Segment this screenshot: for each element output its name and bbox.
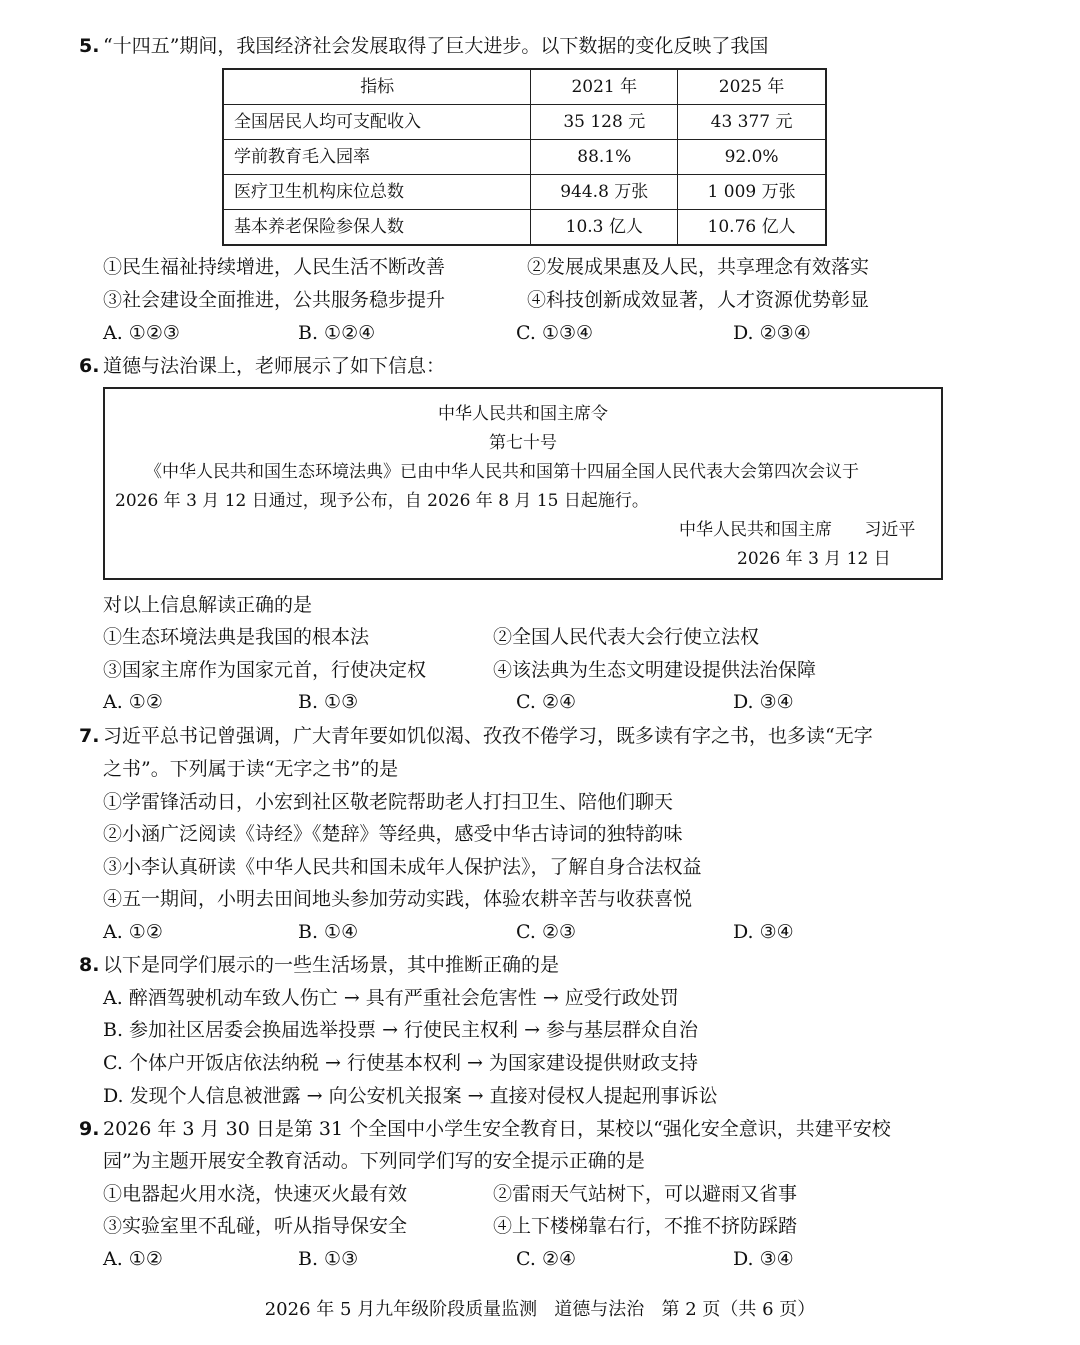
q7-statement-1: ①学雷锋活动日，小宏到社区敬老院帮助老人打扫卫生、陪他们聊天 [103,791,674,813]
q6-statement-1: ①生态环境法典是我国的根本法 [103,626,370,648]
q9-option-d: D. ③④ [733,1248,794,1270]
q7-option-c: C. ②③ [516,921,577,943]
table-row [223,175,826,210]
q5-option-a: A. ①②③ [103,322,180,344]
q5-option-b: B. ①②④ [298,322,376,344]
q9-statement-1: ①电器起火用水浇，快速灭火最有效 [103,1183,408,1205]
decree-number: 第七十号 [489,433,557,453]
question-5-number: 5. [79,35,100,57]
table-cell: 35 128 元 [531,105,678,140]
table-cell: 944.8 万张 [531,175,678,210]
q8-option-b: B. 参加社区居委会换届选举投票 → 行使民主权利 → 参与基层群众自治 [103,1019,699,1041]
q8-option-d: D. 发现个人信息被泄露 → 向公安机关报案 → 直接对侵权人提起刑事诉讼 [103,1085,718,1107]
q5-option-d: D. ②③④ [733,322,811,344]
q9-statement-4: ④上下楼梯靠右行，不推不挤防踩踏 [493,1215,798,1237]
question-9-number: 9. [79,1118,100,1140]
q5-statement-4: ④科技创新成效显著，人才资源优势彰显 [527,289,870,311]
q5-option-c: C. ①③④ [516,322,594,344]
q5-statement-2: ②发展成果惠及人民，共享理念有效落实 [527,256,870,278]
q9-statement-3: ③实验室里不乱碰，听从指导保安全 [103,1215,408,1237]
q5-statement-1: ①民生福祉持续增进，人民生活不断改善 [103,256,446,278]
q8-option-c: C. 个体户开饭店依法纳税 → 行使基本权利 → 为国家建设提供财政支持 [103,1052,698,1074]
question-9-stem-line-2: 园”为主题开展安全教育活动。下列同学们写的安全提示正确的是 [103,1150,645,1172]
decree-date: 2026 年 3 月 12 日 [737,549,891,569]
question-7-number: 7. [79,725,100,747]
q7-option-a: A. ①② [103,921,163,943]
q7-statement-4: ④五一期间，小明去田间地头参加劳动实践，体验农耕辛苦与收获喜悦 [103,888,693,910]
question-9-stem-line-1: 2026 年 3 月 30 日是第 31 个全国中小学生安全教育日，某校以“强化安全意识，共建平安校 [103,1118,891,1140]
q6-statement-3: ③国家主席作为国家元首，行使决定权 [103,659,427,681]
table-header-indicator: 指标 [223,69,531,105]
q6-option-d: D. ③④ [733,691,794,713]
q9-option-b: B. ①③ [298,1248,359,1270]
table-header-2025: 2025 年 [678,69,826,105]
q6-statement-2: ②全国人民代表大会行使立法权 [493,626,760,648]
table-cell: 1 009 万张 [678,175,826,210]
q7-option-b: B. ①④ [298,921,359,943]
q6-option-b: B. ①③ [298,691,359,713]
q5-statement-3: ③社会建设全面推进，公共服务稳步提升 [103,289,446,311]
decree-title: 中华人民共和国主席令 [438,404,608,424]
table-row [223,105,826,140]
page-footer: 2026 年 5 月九年级阶段质量监测 道德与法治 第 2 页（共 6 页） [264,1299,816,1320]
table-row [223,140,826,175]
q7-statement-3: ③小李认真研读《中华人民共和国未成年人保护法》，了解自身合法权益 [103,856,702,878]
q6-option-c: C. ②④ [516,691,577,713]
q7-option-d: D. ③④ [733,921,794,943]
income-data-table [222,68,827,246]
decree-signature: 中华人民共和国主席 习近平 [679,520,916,540]
question-5-stem: “十四五”期间，我国经济社会发展取得了巨大进步。以下数据的变化反映了我国 [103,35,769,57]
table-cell: 学前教育毛入园率 [223,140,531,175]
q6-option-a: A. ①② [103,691,163,713]
question-6-stem: 道德与法治课上，老师展示了如下信息： [103,355,446,377]
table-cell: 88.1% [531,140,678,175]
table-cell: 10.76 亿人 [678,210,826,246]
question-8-stem: 以下是同学们展示的一些生活场景，其中推断正确的是 [103,954,560,976]
presidential-decree-box [103,387,943,580]
table-cell: 基本养老保险参保人数 [223,210,531,246]
q6-question: 对以上信息解读正确的是 [103,594,313,616]
q9-option-c: C. ②④ [516,1248,577,1270]
question-7-stem-line-2: 之书”。下列属于读“无字之书”的是 [103,758,399,780]
table-cell: 医疗卫生机构床位总数 [223,175,531,210]
table-cell: 92.0% [678,140,826,175]
q6-statement-4: ④该法典为生态文明建设提供法治保障 [493,659,817,681]
table-cell: 10.3 亿人 [531,210,678,246]
table-header-2021: 2021 年 [531,69,678,105]
q8-option-a: A. 醉酒驾驶机动车致人伤亡 → 具有严重社会危害性 → 应受行政处罚 [103,987,679,1009]
table-cell: 43 377 元 [678,105,826,140]
decree-body-line-2: 2026 年 3 月 12 日通过，现予公布，自 2026 年 8 月 15 日起施行。 [115,491,649,511]
q9-statement-2: ②雷雨天气站树下，可以避雨又省事 [493,1183,798,1205]
decree-body-line-1: 《中华人民共和国生态环境法典》已由中华人民共和国第十四届全国人民代表大会第四次会议于 [145,462,859,482]
question-6-number: 6. [79,355,100,377]
table-row [223,210,826,246]
table-cell: 全国居民人均可支配收入 [223,105,531,140]
q9-option-a: A. ①② [103,1248,163,1270]
question-8-number: 8. [79,954,100,976]
table-header-row [223,69,826,105]
q7-statement-2: ②小涵广泛阅读《诗经》《楚辞》等经典，感受中华古诗词的独特韵味 [103,823,683,845]
question-7-stem-line-1: 习近平总书记曾强调，广大青年要如饥似渴、孜孜不倦学习，既多读有字之书，也多读“无字 [103,725,873,747]
